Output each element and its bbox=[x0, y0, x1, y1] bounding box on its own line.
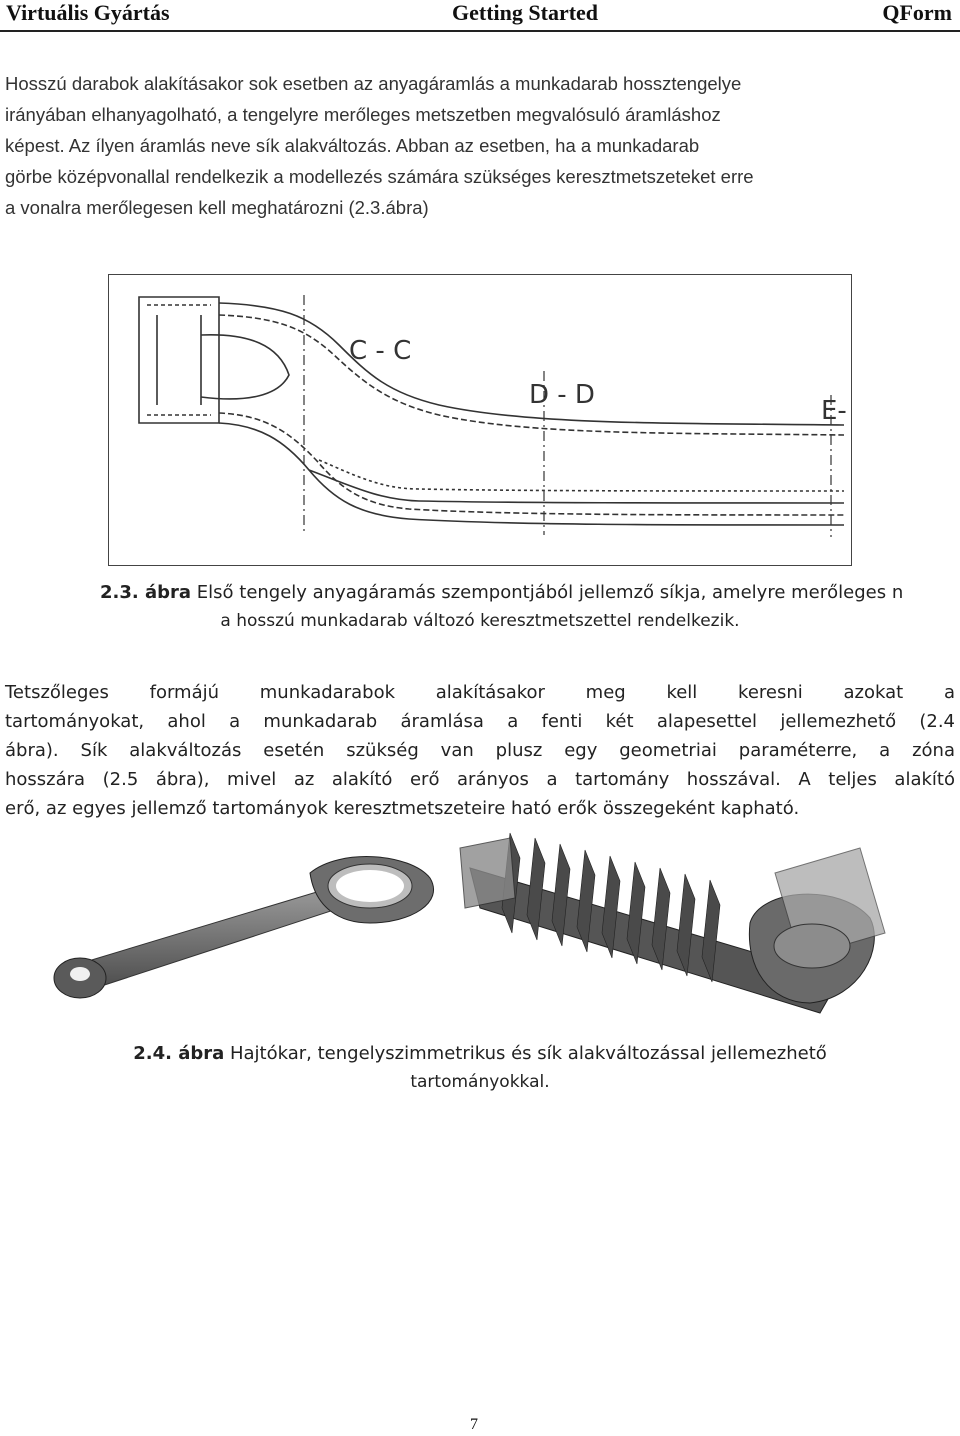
connecting-rod-render bbox=[40, 828, 910, 1038]
caption-2-3-line2: a hosszú munkadarab változó keresztmetszettel rendelkezik. bbox=[220, 611, 740, 631]
paragraph-1-line: irányában elhanyagolható, a tengelyre merőleges metszetben megvalósuló áramláshoz bbox=[5, 104, 721, 125]
section-label-c: C - C bbox=[349, 336, 412, 366]
paragraph-1-line: képest. Az ílyen áramlás neve sík alakváltozás. Abban az esetben, ha a munkadarab bbox=[5, 135, 700, 156]
figure-2-4-render bbox=[40, 828, 910, 1038]
paragraph-1-line: a vonalra merőlegesen kell meghatározni (2.3.ábra) bbox=[5, 197, 429, 218]
figure-2-3-caption bbox=[0, 582, 960, 631]
caption-2-4-number: 2.4. ábra bbox=[133, 1043, 225, 1064]
paragraph-2-line: hosszára (2.5 ábra), mivel az alakító erő arányos a tartomány hosszával. A teljes alakító bbox=[5, 769, 955, 790]
header-left-title: Virtuális Gyártás bbox=[6, 0, 170, 25]
drawing-head-block bbox=[139, 297, 219, 423]
caption-2-4-line1: Hajtókar, tengelyszimmetrikus és sík alakváltozással jellemezhető bbox=[229, 1043, 827, 1064]
paragraph-2-line: erő, az egyes jellemző tartományok keresztmetszeteire ható erők összegeként kapható. bbox=[5, 798, 800, 819]
figure-2-4-caption bbox=[0, 1043, 960, 1092]
header-right-title: QForm bbox=[882, 0, 952, 25]
paragraph-2-line: Tetszőleges formájú munkadarabok alakításakor meg kell keresni azokat a bbox=[5, 682, 955, 703]
paragraph-2-line: ábra). Sík alakváltozás esetén szükség van plusz egy geometriai paraméterre, a zóna bbox=[5, 740, 955, 761]
section-label-e: E- bbox=[821, 396, 847, 426]
figure-2-3-drawing bbox=[108, 274, 852, 566]
drawing-lower-edge bbox=[219, 423, 844, 525]
caption-2-3-number: 2.3. ábra bbox=[100, 582, 192, 603]
paragraph-1-line: Hosszú darabok alakításakor sok esetben az anyagáramlás a munkadarab hossztengelye bbox=[5, 73, 742, 94]
connecting-rod-sectioned bbox=[460, 833, 885, 1013]
caption-2-3-line1: Első tengely anyagáramás szempontjából jellemző síkja, amelyre merőleges n bbox=[196, 582, 904, 603]
header-center-title: Getting Started bbox=[452, 0, 599, 25]
paragraph-1 bbox=[5, 68, 955, 223]
page-number: 7 bbox=[470, 1416, 478, 1433]
paragraph-2-line: tartományokat, ahol a munkadarab áramlása a fenti két alapesettel jellemezhető (2.4 bbox=[5, 711, 955, 732]
section-label-d: D - D bbox=[529, 380, 595, 410]
paragraph-1-line: görbe középvonallal rendelkezik a modellezés számára szükséges keresztmetszeteket erre bbox=[5, 166, 754, 187]
connecting-rod-left bbox=[54, 857, 434, 998]
page-header bbox=[0, 0, 960, 32]
crankshaft-section-drawing bbox=[109, 275, 851, 565]
paragraph-2 bbox=[5, 678, 955, 823]
caption-2-4-line2: tartományokkal. bbox=[410, 1072, 550, 1092]
